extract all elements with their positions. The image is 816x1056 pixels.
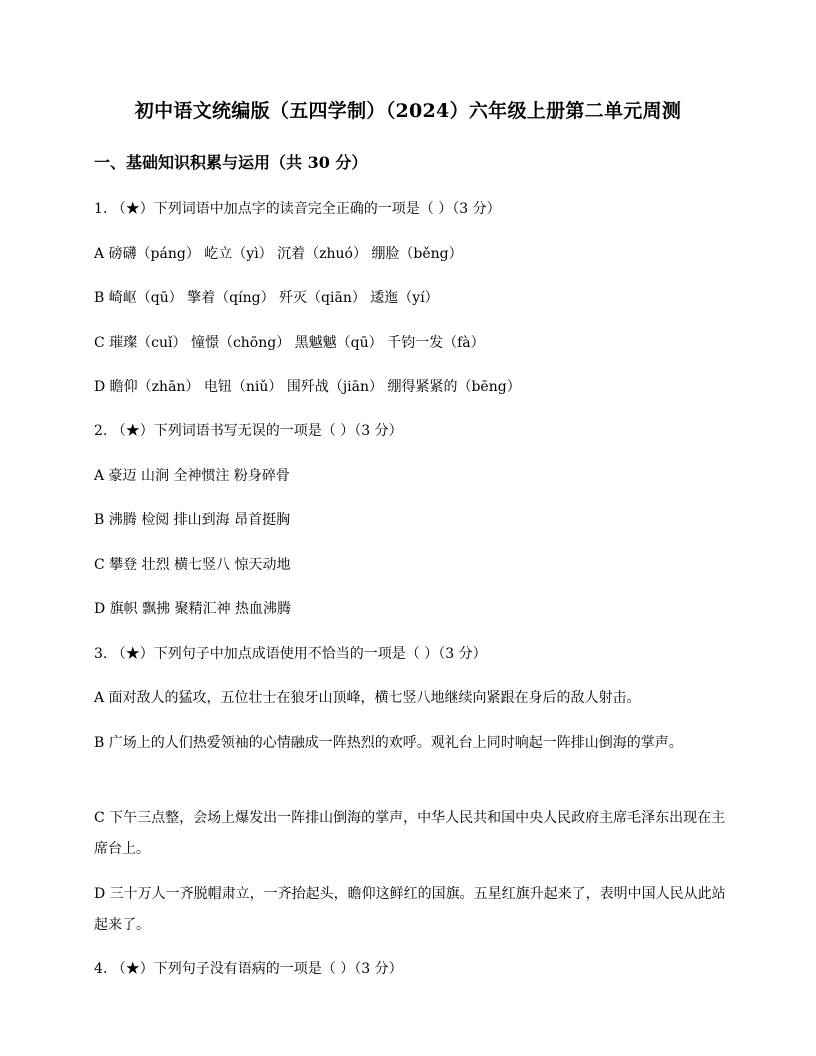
question-2-option-a: A 豪迈 山涧 全神惯注 粉身碎骨 bbox=[94, 468, 290, 484]
question-2-option-b: B 沸腾 检阅 排山到海 昂首挺胸 bbox=[94, 512, 291, 528]
question-1-option-c: C 璀璨（cuǐ） 憧憬（chōng） 黑魆魆（qū） 千钧一发（fà） bbox=[94, 335, 485, 351]
question-1-option-b: B 崎岖（qū） 擎着（qíng） 歼灭（qiān） 逶迤（yí） bbox=[94, 290, 439, 306]
question-3-stem: 3. （★）下列句子中加点成语使用不恰当的一项是（ ）（3 分） bbox=[94, 646, 487, 662]
document-title: 初中语文统编版（五四学制）（2024）六年级上册第二单元周测 bbox=[134, 100, 682, 122]
question-4-stem: 4. （★）下列句子没有语病的一项是（ ）（3 分） bbox=[94, 961, 403, 977]
section-heading: 一、基础知识积累与运用（共 30 分） bbox=[94, 153, 368, 172]
question-1-option-d: D 瞻仰（zhān） 电钮（niǔ） 围歼战（jiān） 绷得紧紧的（bēng） bbox=[94, 379, 521, 395]
question-3-option-d: D 三十万人一齐脱帽肃立，一齐抬起头，瞻仰这鲜红的国旗。五星红旗升起来了，表明中国人民从此站起来了。 bbox=[94, 886, 726, 933]
question-2-option-d: D 旗帜 飘拂 聚精汇神 热血沸腾 bbox=[94, 601, 292, 617]
question-1-stem: 1. （★）下列词语中加点字的读音完全正确的一项是（ ）（3 分） bbox=[94, 201, 501, 217]
question-2-option-c: C 攀登 壮烈 横七竖八 惊天动地 bbox=[94, 557, 291, 573]
question-3-option-b: B 广场上的人们热爱领袖的心情融成一阵热烈的欢呼。观礼台上同时响起一阵排山倒海的掌声。 bbox=[94, 735, 683, 751]
question-3-option-c: C 下午三点整，会场上爆发出一阵排山倒海的掌声，中华人民共和国中央人民政府主席毛泽东出现在主席台上。 bbox=[94, 810, 726, 857]
question-1-option-a: A 磅礴（páng） 屹立（yì） 沉着（zhuó） 绷脸（běng） bbox=[94, 246, 463, 262]
question-3-option-a: A 面对敌人的猛攻，五位壮士在狼牙山顶峰，横七竖八地继续向紧跟在身后的敌人射击。 bbox=[94, 690, 641, 706]
question-2-stem: 2. （★）下列词语书写无误的一项是（ ）（3 分） bbox=[94, 423, 403, 439]
